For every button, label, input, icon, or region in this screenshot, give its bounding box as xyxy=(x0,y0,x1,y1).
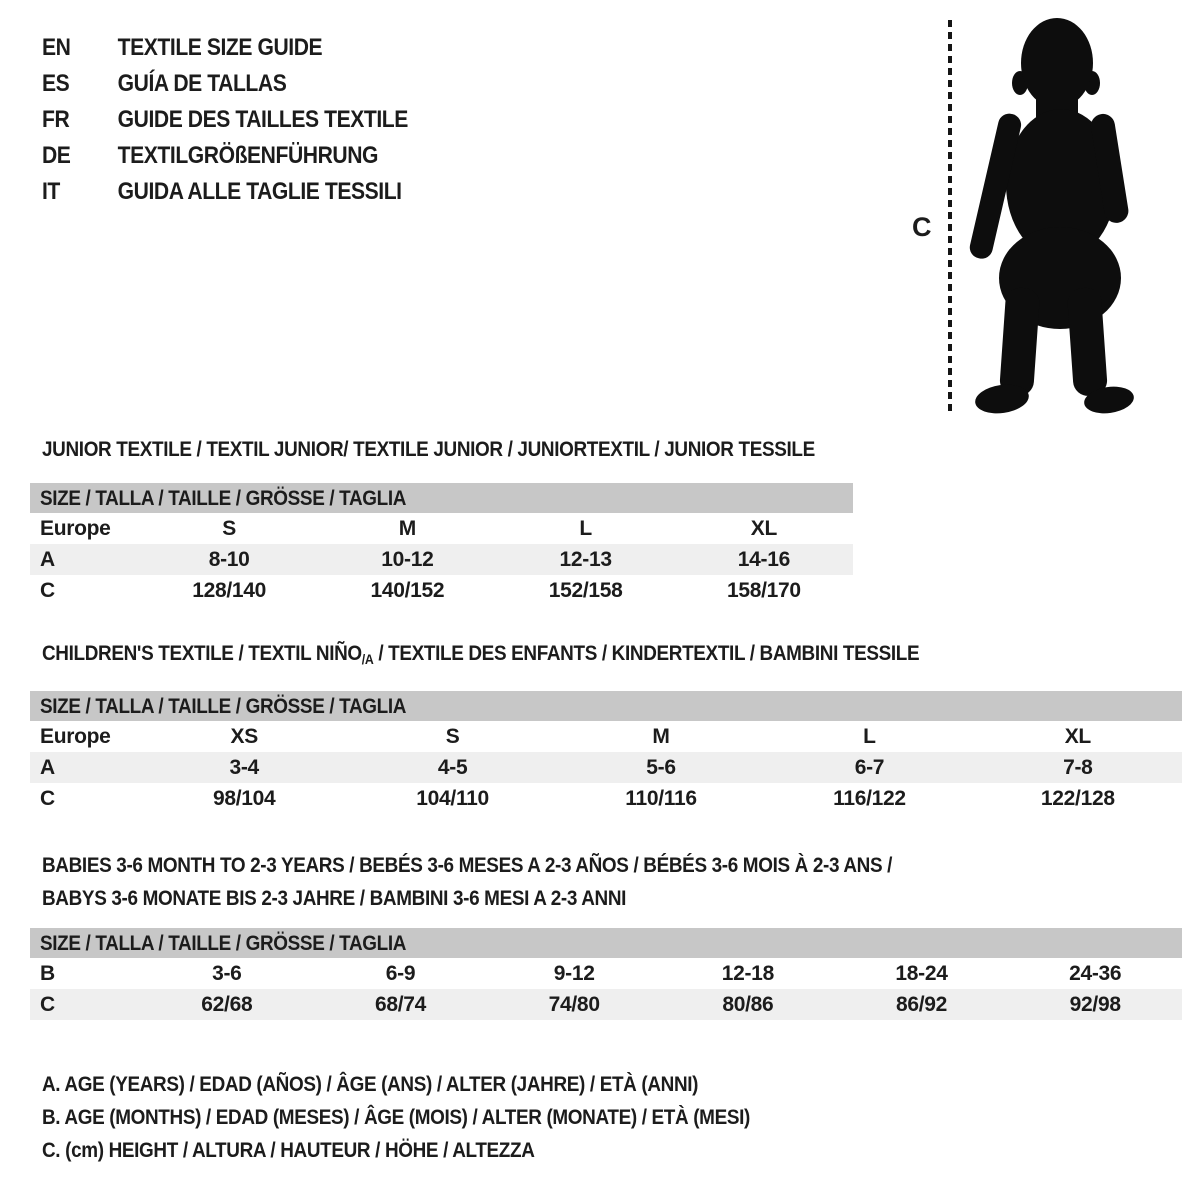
legend xyxy=(42,1068,847,1167)
size-cell: S xyxy=(445,724,460,748)
size-band-label: SIZE / TALLA / TAILLE / GRÖSSE / TAGLIA xyxy=(40,693,407,718)
language-title: GUIDE DES TAILLES TEXTILE xyxy=(117,106,408,133)
height-measure-dashed-line xyxy=(948,20,952,416)
size-cell: 18-24 xyxy=(895,961,948,985)
size-cell: 110/116 xyxy=(625,786,697,810)
row-label: B xyxy=(40,961,55,985)
size-cell: 14-16 xyxy=(737,547,790,571)
table-row-c xyxy=(30,989,1182,1020)
junior-size-table xyxy=(30,483,853,606)
size-cell: 10-12 xyxy=(381,547,434,571)
row-label: Europe xyxy=(40,516,111,540)
babies-title-line1: BABIES 3-6 MONTH TO 2-3 YEARS / BEBÉS 3-6 MESES A 2-3 AÑOS / BÉBÉS 3-6 MOIS À 2-3 ANS / xyxy=(42,853,893,877)
size-cell: 104/110 xyxy=(416,786,489,810)
junior-title-text: JUNIOR TEXTILE / TEXTIL JUNIOR/ TEXTILE JUNIOR / JUNIORTEXTIL / JUNIOR TESSILE xyxy=(42,437,815,461)
size-band xyxy=(30,483,853,513)
children-title-subscript: /A xyxy=(361,651,374,667)
table-row-a xyxy=(30,544,853,575)
size-cell: M xyxy=(652,724,670,748)
size-cell: 80/86 xyxy=(722,992,774,1016)
size-cell: 158/170 xyxy=(726,578,801,602)
size-cell: M xyxy=(398,516,416,540)
table-row-c xyxy=(30,783,1182,814)
legend-line: C. (cm) HEIGHT / ALTURA / HAUTEUR / HÖHE / ALTEZZA xyxy=(42,1138,535,1162)
table-row-europe xyxy=(30,513,853,544)
size-cell: 24-36 xyxy=(1069,961,1122,985)
table-row-c xyxy=(30,575,853,606)
row-label: C xyxy=(40,992,55,1016)
language-title: TEXTILE SIZE GUIDE xyxy=(117,34,323,61)
language-title-row xyxy=(42,102,408,138)
table-row-a xyxy=(30,752,1182,783)
size-band xyxy=(30,928,1182,958)
toddler-silhouette-icon xyxy=(966,16,1136,421)
language-code: IT xyxy=(42,178,60,205)
row-label: Europe xyxy=(40,724,111,748)
language-code: ES xyxy=(42,70,70,97)
size-cell: 140/152 xyxy=(370,578,445,602)
size-cell: 4-5 xyxy=(437,755,468,779)
children-title-text: / TEXTILE DES ENFANTS / KINDERTEXTIL / BAMBINI TESSILE xyxy=(373,641,920,665)
size-cell: 6-7 xyxy=(854,755,885,779)
size-cell: XS xyxy=(230,724,258,748)
language-title: GUÍA DE TALLAS xyxy=(117,70,287,97)
table-row-b xyxy=(30,958,1182,989)
size-cell: 12-18 xyxy=(721,961,774,985)
size-band-label: SIZE / TALLA / TAILLE / GRÖSSE / TAGLIA xyxy=(40,930,407,955)
language-title-row xyxy=(42,66,408,102)
row-label: C xyxy=(40,786,55,810)
language-title: GUIDA ALLE TAGLIE TESSILI xyxy=(117,178,402,205)
language-code: FR xyxy=(42,106,70,133)
size-cell: 152/158 xyxy=(548,578,623,602)
size-cell: 116/122 xyxy=(833,786,906,810)
size-cell: 5-6 xyxy=(646,755,676,779)
size-cell: L xyxy=(579,516,592,540)
size-cell: 3-4 xyxy=(229,755,259,779)
language-code: EN xyxy=(42,34,71,61)
size-cell: XL xyxy=(1064,724,1091,748)
babies-section-title xyxy=(42,849,892,915)
children-section-title xyxy=(42,641,919,667)
size-cell: 68/74 xyxy=(374,992,427,1016)
height-measure-label: C xyxy=(912,212,932,242)
size-cell: 7-8 xyxy=(1063,755,1093,779)
legend-line: B. AGE (MONTHS) / EDAD (MESES) / ÂGE (MOIS) / ALTER (MONATE) / ETÀ (MESI) xyxy=(42,1105,750,1129)
size-cell: 128/140 xyxy=(192,578,267,602)
children-title-text: CHILDREN'S TEXTILE / TEXTIL NIÑO xyxy=(42,641,362,665)
row-label: A xyxy=(40,755,55,779)
babies-title-line2: BABYS 3-6 MONATE BIS 2-3 JAHRE / BAMBINI 3-6 MESI A 2-3 ANNI xyxy=(42,886,627,910)
language-title-row xyxy=(42,138,408,174)
size-cell: 122/128 xyxy=(1040,786,1115,810)
size-cell: 92/98 xyxy=(1069,992,1121,1016)
size-cell: 12-13 xyxy=(559,547,612,571)
size-cell: 62/68 xyxy=(201,992,253,1016)
row-label: A xyxy=(40,547,55,571)
babies-size-table xyxy=(30,928,1182,1020)
size-band xyxy=(30,691,1182,721)
size-cell: 9-12 xyxy=(553,961,595,985)
size-cell: 3-6 xyxy=(212,961,242,985)
table-row-europe xyxy=(30,721,1182,752)
size-cell: 74/80 xyxy=(548,992,600,1016)
size-cell: 8-10 xyxy=(208,547,250,571)
size-cell: 98/104 xyxy=(212,786,276,810)
legend-line: A. AGE (YEARS) / EDAD (AÑOS) / ÂGE (ANS) / ALTER (JAHRE) / ETÀ (ANNI) xyxy=(42,1072,699,1096)
size-cell: S xyxy=(222,516,236,540)
language-title: TEXTILGRÖßENFÜHRUNG xyxy=(117,142,379,169)
language-title-row xyxy=(42,174,408,210)
junior-section-title xyxy=(42,437,815,461)
size-cell: L xyxy=(863,724,876,748)
size-cell: 6-9 xyxy=(385,961,416,985)
row-label: C xyxy=(40,578,55,602)
language-code: DE xyxy=(42,142,71,169)
children-size-table xyxy=(30,691,1182,814)
size-band-label: SIZE / TALLA / TAILLE / GRÖSSE / TAGLIA xyxy=(40,485,407,510)
language-title-row xyxy=(42,30,408,66)
language-title-list xyxy=(42,30,458,210)
size-cell: 86/92 xyxy=(895,992,948,1016)
size-cell: XL xyxy=(750,516,777,540)
